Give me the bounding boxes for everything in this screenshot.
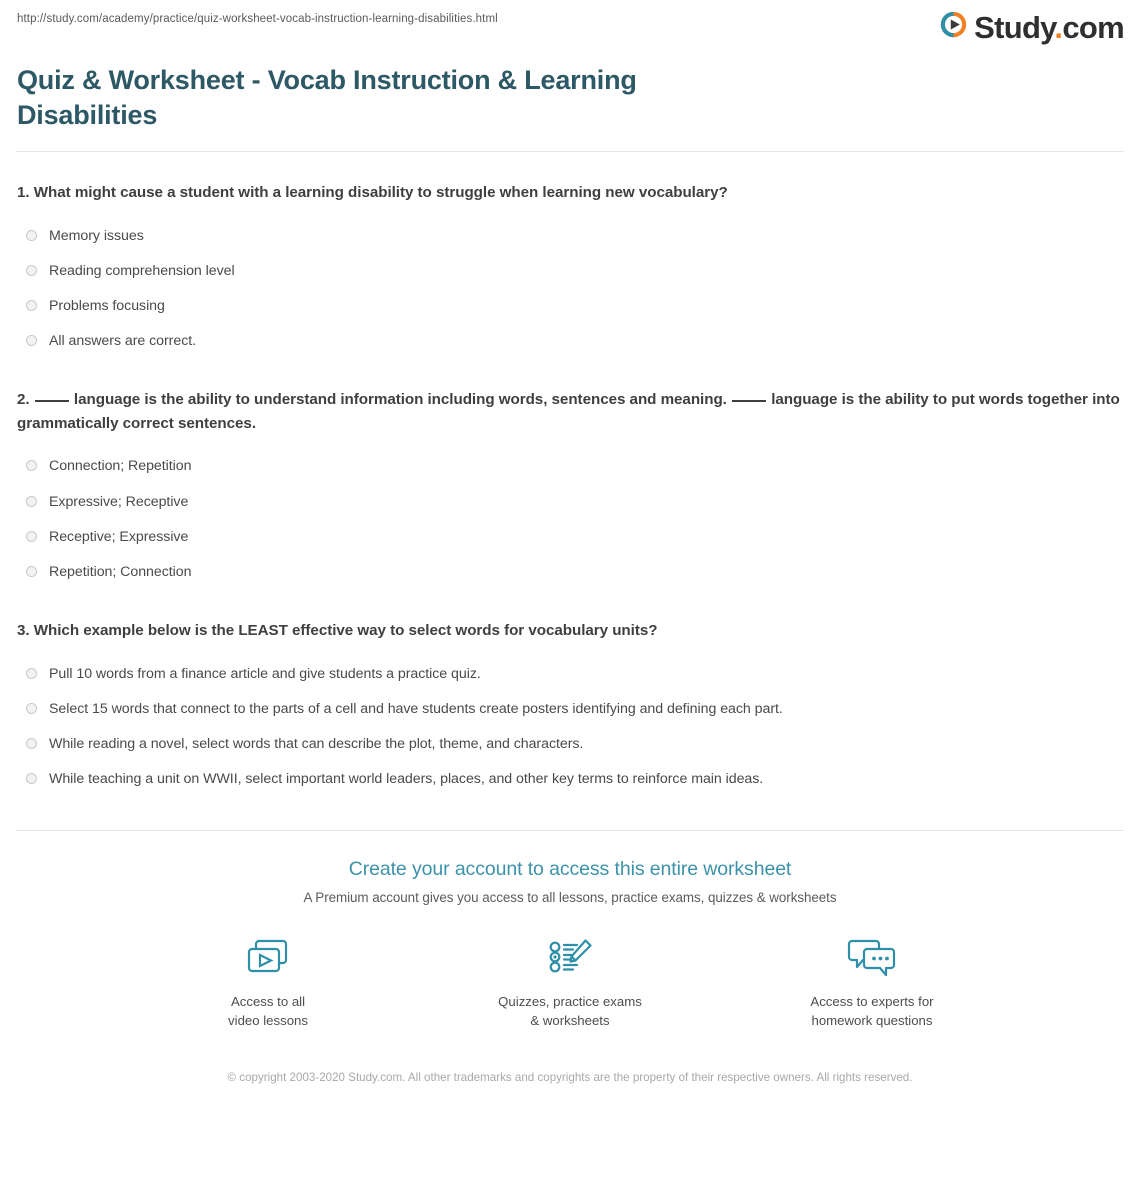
question-1-number: 1. <box>17 184 30 202</box>
option-label: Reading comprehension level <box>49 262 235 279</box>
question-3-options <box>17 657 1123 798</box>
video-lessons-icon <box>193 931 343 983</box>
play-circle-icon <box>939 10 968 44</box>
upsell-section <box>0 830 1140 1086</box>
feature-label-line1: Quizzes, practice exams <box>498 994 642 1010</box>
radio-icon[interactable] <box>26 531 37 542</box>
question-1-text <box>17 181 1123 205</box>
question-2 <box>17 388 1123 590</box>
option-row[interactable] <box>17 449 1123 484</box>
logo-word-study: Study <box>974 9 1055 45</box>
option-label: Select 15 words that connect to the parts of a cell and have students create posters identifying and defining each part. <box>49 700 783 717</box>
page-header <box>0 0 1140 55</box>
option-row[interactable] <box>17 254 1123 289</box>
logo-word-com: com <box>1062 9 1124 45</box>
radio-icon[interactable] <box>26 566 37 577</box>
radio-icon[interactable] <box>26 300 37 311</box>
option-row[interactable] <box>17 692 1123 727</box>
question-1 <box>17 181 1123 359</box>
feature-list <box>16 931 1124 1030</box>
option-label: Problems focusing <box>49 298 165 314</box>
radio-icon[interactable] <box>26 738 37 749</box>
option-label: Connection; Repetition <box>49 458 192 475</box>
radio-icon[interactable] <box>26 773 37 784</box>
logo-text <box>974 9 1124 45</box>
question-2-text <box>17 388 1123 435</box>
chat-bubbles-icon <box>797 931 947 983</box>
feature-label <box>495 993 645 1030</box>
option-row[interactable] <box>17 520 1123 555</box>
option-label: All answers are correct. <box>49 333 197 350</box>
feature-label <box>797 993 947 1030</box>
feature-experts <box>797 931 947 1030</box>
radio-icon[interactable] <box>26 335 37 346</box>
question-2-options <box>17 449 1123 590</box>
feature-video-lessons <box>193 931 343 1030</box>
blank-2 <box>732 400 766 402</box>
title-divider <box>16 151 1124 152</box>
option-row[interactable] <box>17 485 1123 520</box>
feature-label <box>193 993 343 1030</box>
page-url: http://study.com/academy/practice/quiz-worksheet-vocab-instruction-learning-disabilities.html <box>17 13 498 25</box>
feature-label-line2: homework questions <box>811 1013 933 1029</box>
radio-icon[interactable] <box>26 230 37 241</box>
feature-label-line1: Access to experts for <box>810 994 934 1010</box>
option-row[interactable] <box>17 657 1123 692</box>
option-row[interactable] <box>17 555 1123 590</box>
study-com-logo[interactable] <box>939 10 1124 44</box>
option-row[interactable] <box>17 324 1123 359</box>
question-3-number: 3. <box>17 622 30 640</box>
copyright-notice: © copyright 2003-2020 Study.com. All other trademarks and copyrights are the property of their respective owners. All rights reserved. <box>227 1070 913 1084</box>
option-row[interactable] <box>17 289 1123 324</box>
radio-icon[interactable] <box>26 265 37 276</box>
radio-icon[interactable] <box>26 496 37 507</box>
radio-icon[interactable] <box>26 703 37 714</box>
option-label: Expressive; Receptive <box>49 493 189 510</box>
question-2-prompt-part-2: language is the ability to put words together into grammatically correct sentences. <box>17 391 1120 432</box>
cta-divider <box>16 830 1124 831</box>
question-2-prompt-part-1: language is the ability to understand information including words, sentences and meaning. <box>73 391 727 409</box>
option-label: While teaching a unit on WWII, select important world leaders, places, and other key terms to reinforce main ideas. <box>49 771 764 788</box>
option-label: Receptive; Expressive <box>49 528 189 545</box>
cta-subtext: A Premium account gives you access to all lessons, practice exams, quizzes & worksheets <box>303 890 837 906</box>
option-label: Repetition; Connection <box>49 563 192 580</box>
radio-icon[interactable] <box>26 460 37 471</box>
page-title: Quiz & Worksheet - Vocab Instruction & Learning Disabilities <box>17 65 637 130</box>
feature-label-line2: & worksheets <box>530 1013 610 1029</box>
option-label: Pull 10 words from a finance article and give students a practice quiz. <box>49 665 481 682</box>
question-1-options <box>17 219 1123 360</box>
logo-dot: . <box>1054 9 1063 45</box>
question-2-number: 2. <box>17 391 30 409</box>
option-label: While reading a novel, select words that can describe the plot, theme, and characters. <box>49 736 584 753</box>
option-row[interactable] <box>17 762 1123 797</box>
question-1-prompt: What might cause a student with a learning disability to struggle when learning new vocabulary? <box>33 184 728 202</box>
feature-quizzes <box>495 931 645 1030</box>
option-row[interactable] <box>17 219 1123 254</box>
feature-label-line1: Access to all <box>230 994 306 1010</box>
option-label: Memory issues <box>49 227 144 244</box>
quiz-pencil-icon <box>495 931 645 983</box>
cta-headline[interactable]: Create your account to access this entire worksheet <box>348 858 792 881</box>
question-3 <box>17 619 1123 797</box>
radio-icon[interactable] <box>26 668 37 679</box>
question-3-prompt: Which example below is the LEAST effective way to select words for vocabulary units? <box>33 622 658 640</box>
blank-1 <box>35 400 69 402</box>
option-row[interactable] <box>17 727 1123 762</box>
question-3-text <box>17 619 1123 643</box>
quiz-body <box>0 181 1140 797</box>
feature-label-line2: video lessons <box>228 1013 308 1029</box>
